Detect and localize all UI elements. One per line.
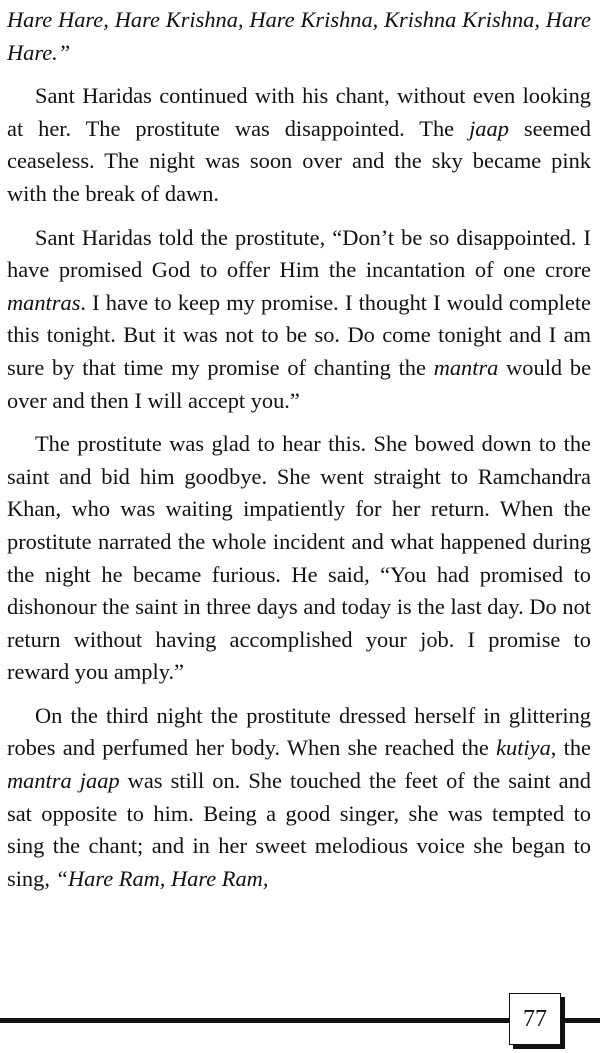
italic-run: jaap bbox=[469, 115, 509, 141]
paragraph bbox=[7, 428, 591, 689]
text-run: On the third night the prostitute dressed herself in glittering robes and perfumed her body. When she reached the bbox=[7, 702, 591, 761]
paragraph bbox=[7, 4, 591, 69]
italic-run: mantra bbox=[433, 354, 499, 380]
text-run: The prostitute was glad to hear this. She bowed down to the saint and bid him goodbye. She went straight to Ramchandra Khan, who was waiting impatiently for her return. When the prostitute narrated the whole incident and what happened during the night he became furious. He said, “You had promised to dishonour the saint in three days and today is the last day. Do not return without having accomplished your job. I promise to reward you amply.” bbox=[7, 431, 591, 685]
text-run: would be over and then I will accept you.” bbox=[7, 354, 592, 413]
text-run: . I have to keep my promise. I thought I would complete this tonight. But it was not to be so. Do come tonight and I am sure by that time my promise of chanting the bbox=[7, 289, 591, 380]
text-run: was still on. She touched the feet of the saint and sat opposite to him. Being a good singer, she was tempted to sing the chant; and in her sweet melodious voice she began to sing, bbox=[7, 768, 591, 891]
text-run: seemed ceaseless. The night was soon over and the sky became pink with the break of dawn. bbox=[7, 115, 591, 206]
paragraph bbox=[7, 222, 591, 418]
paragraph bbox=[7, 80, 591, 210]
italic-run: mantra jaap bbox=[7, 768, 120, 794]
text-run: , the bbox=[550, 735, 591, 761]
body-text bbox=[7, 4, 591, 895]
paragraph bbox=[7, 700, 591, 896]
text-run: Sant Haridas continued with his chant, without even looking at her. The prostitute was disappointed. The bbox=[7, 83, 591, 141]
italic-run: mantras bbox=[7, 289, 81, 315]
italic-run: “Hare Ram, Hare Ram, bbox=[55, 865, 269, 891]
italic-run: Hare Hare, Hare Krishna, Hare Krishna, Krishna Krishna, Hare Hare.” bbox=[7, 7, 591, 65]
italic-run: kutiya bbox=[496, 735, 551, 761]
text-run: Sant Haridas told the prostitute, “Don’t be so disappointed. I have promised God to offer Him the incantation of one crore bbox=[7, 224, 591, 283]
page-number: 77 bbox=[509, 993, 561, 1045]
